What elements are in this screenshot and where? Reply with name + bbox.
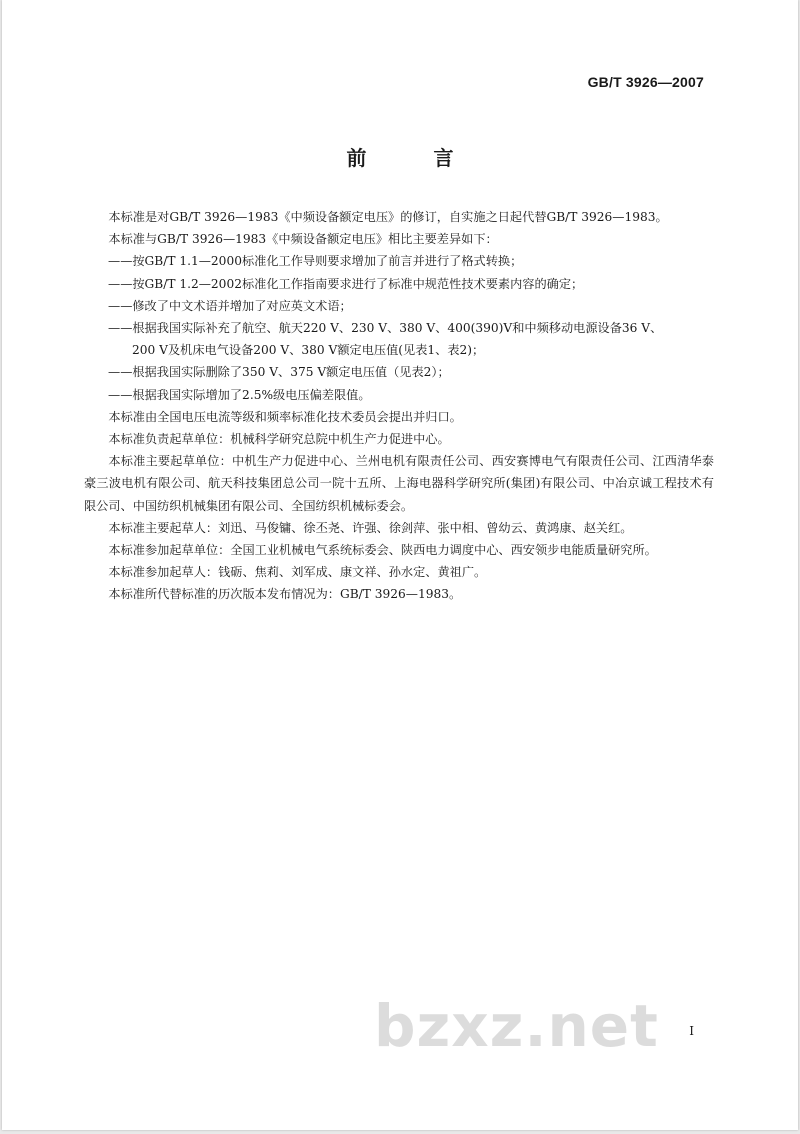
change-item: ——根据我国实际补充了航空、航天220 V、230 V、380 V、400(390)V和中频移动电源设备36 V、 xyxy=(108,321,663,336)
standard-code: GB/T 3926—2007 xyxy=(587,74,704,90)
page-number: I xyxy=(689,1024,694,1038)
paragraph: 本标准负责起草单位：机械科学研究总院中机生产力促进中心。 xyxy=(108,432,450,447)
change-item-continuation: 200 V及机床电气设备200 V、380 V额定电压值(见表1、表2)； xyxy=(132,343,485,358)
paragraph: 本标准主要起草人：刘迅、马俊镛、徐丕尧、许强、徐剑萍、张中相、曾幼云、黄鸿康、赵关红。 xyxy=(108,520,633,535)
paragraph: 本标准是对GB/T 3926—1983《中频设备额定电压》的修订，自实施之日起代替GB/T 3926—1983。 xyxy=(108,210,668,224)
change-item: ——根据我国实际删除了350 V、375 V额定电压值（见表2）； xyxy=(108,365,450,380)
paragraph: 本标准参加起草人：钱砺、焦莉、刘军成、康文祥、孙水定、黄祖广。 xyxy=(108,565,487,580)
page-title: 前 言 xyxy=(346,146,484,170)
paragraph: 本标准参加起草单位：全国工业机械电气系统标委会、陕西电力调度中心、西安领步电能质量研究所。 xyxy=(108,543,657,558)
change-item: ——按GB/T 1.1—2000标准化工作导则要求增加了前言并进行了格式转换； xyxy=(108,254,523,269)
preface-body xyxy=(84,206,714,606)
watermark: bzxz.net xyxy=(374,992,659,1060)
paragraph: 本标准由全国电压电流等级和频率标准化技术委员会提出并归口。 xyxy=(108,409,462,424)
change-item: ——修改了中文术语并增加了对应英文术语； xyxy=(108,298,352,313)
document-page xyxy=(2,0,798,1130)
change-item: ——根据我国实际增加了2.5%级电压偏差限值。 xyxy=(108,387,371,402)
change-item: ——按GB/T 1.2—2002标准化工作指南要求进行了标准中规范性技术要素内容的确定； xyxy=(108,276,584,291)
paragraph: 本标准主要起草单位：中机生产力促进中心、兰州电机有限责任公司、西安赛博电气有限责任公司、江西清华泰豪三波电机有限公司、航天科技集团总公司一院十五所、上海电器科学研究所(集团)有限公司、中冶京诚工程技术有限公司、中国纺织机械集团有限公司、全国纺织机械标委会。 xyxy=(84,454,714,513)
paragraph: 本标准所代替标准的历次版本发布情况为：GB/T 3926—1983。 xyxy=(108,587,462,602)
paragraph: 本标准与GB/T 3926—1983《中频设备额定电压》相比主要差异如下： xyxy=(108,232,498,247)
